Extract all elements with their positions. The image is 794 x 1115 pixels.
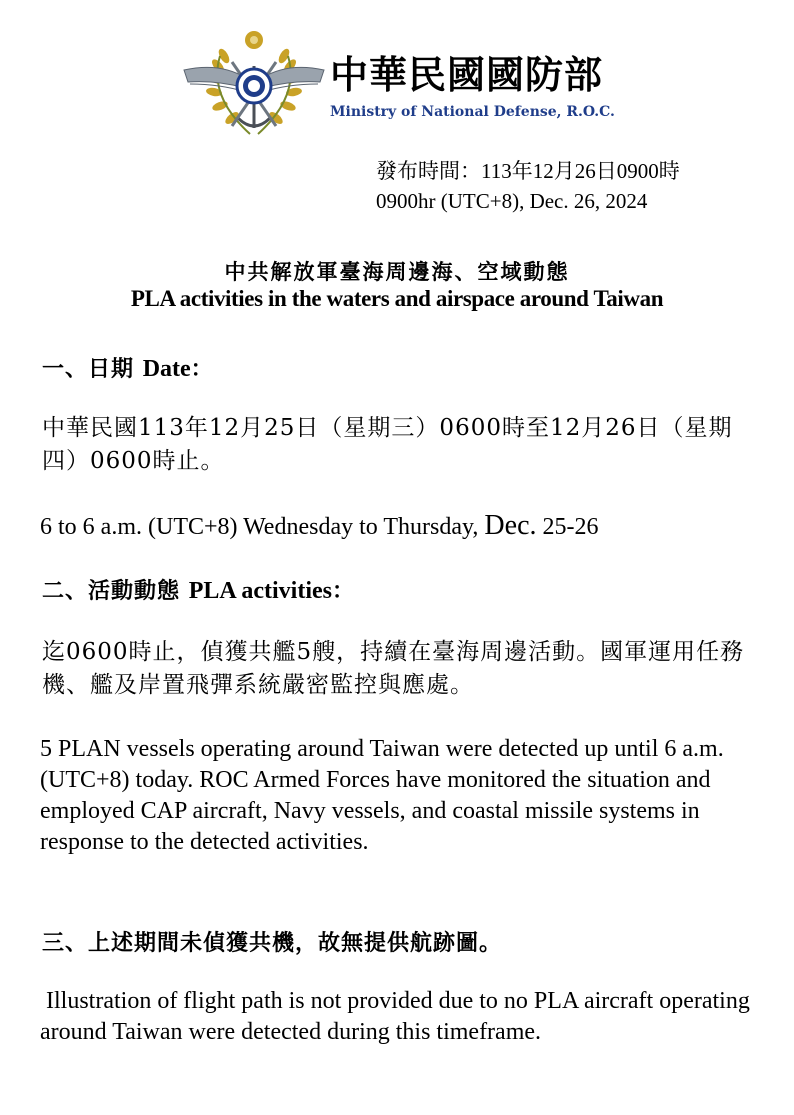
section-date-body-en-part1: 6 to 6 a.m. (UTC+8) Wednesday to Thursday, xyxy=(40,514,485,540)
release-time-en: 0900hr (UTC+8), Dec. 26, 2024 xyxy=(376,189,648,213)
section-activities-body-zh: 迄0600時止，偵獲共艦5艘，持續在臺海周邊活動。國軍運用任務機、艦及岸置飛彈系統嚴密監控與應處。 xyxy=(42,639,745,698)
section-date-body-en-part2: 25-26 xyxy=(536,514,599,540)
section-date-heading-zh: 一、日期 xyxy=(42,356,135,382)
section-date-heading-en: Date xyxy=(142,356,191,382)
document-title-zh: 中共解放軍臺海周邊海、空域動態 xyxy=(224,259,570,284)
section-activities-heading xyxy=(42,574,355,605)
org-name-en: Ministry of National Defense, R.O.C. xyxy=(330,104,615,120)
release-time-zh: 發布時間：113年12月26日0900時 xyxy=(376,159,680,183)
section-flight-path-heading: 三、上述期間未偵獲共機，故無提供航跡圖。 xyxy=(42,930,503,956)
section-activities-heading-en: PLA activities xyxy=(188,578,332,604)
section-activities-body-en: 5 PLAN vessels operating around Taiwan were detected up until 6 a.m. (UTC+8) today. ROC Armed Forces have monitored the situation and employed CAP aircraft, Navy vessels, and coastal missile systems in response to the detected activities. xyxy=(40,736,724,855)
mnd-emblem-icon xyxy=(180,26,328,144)
section-activities-heading-zh: 二、活動動態 xyxy=(42,578,181,604)
section-date-body-en xyxy=(40,510,750,543)
section-date-heading-colon: ： xyxy=(190,356,214,382)
section-date-body-en-month: Dec. xyxy=(484,510,537,541)
section-date-heading xyxy=(42,352,214,383)
release-time xyxy=(376,156,680,216)
org-name-zh: 中華民國國防部 xyxy=(330,52,604,97)
section-flight-path-body-en: Illustration of flight path is not provided due to no PLA aircraft operating around Taiwan were detected during this timeframe. xyxy=(40,988,756,1045)
section-activities-heading-colon: ： xyxy=(332,578,356,604)
section-date-body-zh: 中華民國113年12月25日（星期三）0600時至12月26日（星期四）0600時止。 xyxy=(42,415,733,474)
document-title-en: PLA activities in the waters and airspace around Taiwan xyxy=(130,286,664,311)
